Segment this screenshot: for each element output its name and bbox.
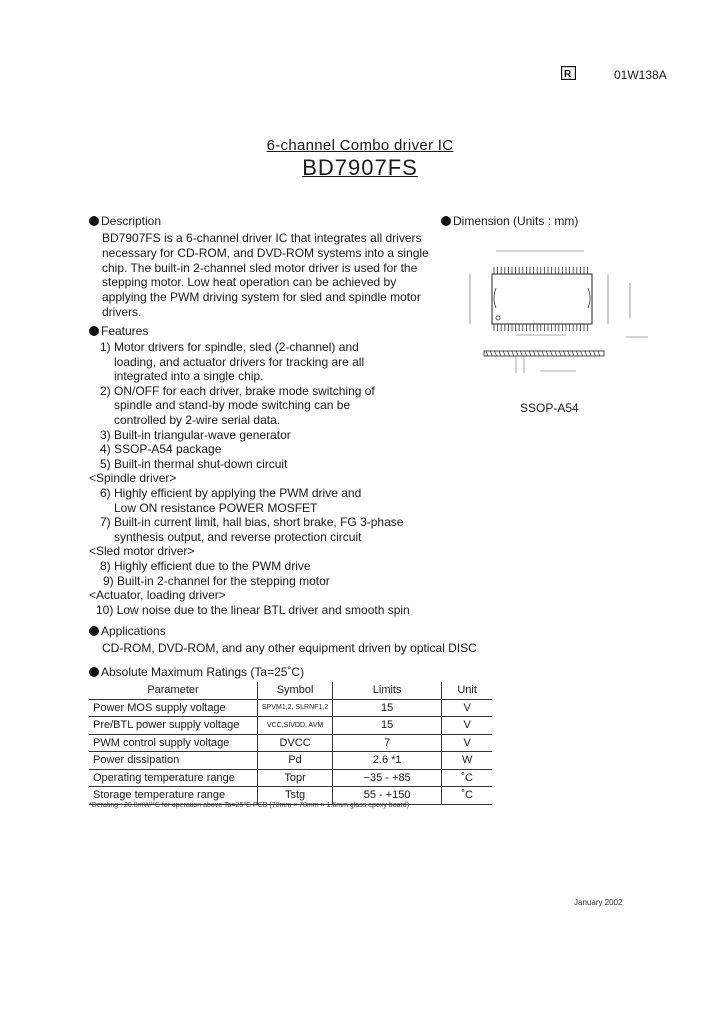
package-label: SSOP-A54 — [520, 401, 579, 415]
applications-heading: Applications — [89, 624, 166, 638]
side-pin-line — [486, 351, 488, 356]
cell-limits: 55 - +150 — [333, 787, 442, 805]
spindle-subheading: <Spindle driver> — [89, 471, 177, 485]
cell-unit: V — [442, 699, 493, 717]
list-item: 4) SSOP-A54 package — [100, 442, 222, 457]
actuator-subheading: <Actuator, loading driver> — [89, 588, 226, 602]
column-header: Unit — [442, 682, 493, 699]
bullet-icon — [89, 326, 99, 336]
features-list — [100, 340, 375, 471]
side-pin-line — [512, 351, 514, 356]
cell-symbol: Tstg — [258, 787, 333, 805]
cell-symbol: VCC,SIVDD, AVM — [258, 717, 333, 735]
list-item: 6) Highly efficient by applying the PWM drive and — [100, 486, 362, 500]
list-item: Low ON resistance POWER MOSFET — [114, 500, 318, 515]
bullet-icon — [89, 626, 99, 636]
cell-unit: ˚C — [442, 769, 493, 787]
applications-text: CD-ROM, DVD-ROM, and any other equipment driven by optical DISC — [102, 641, 477, 655]
column-header: Limits — [333, 682, 442, 699]
list-item: controlled by 2-wire serial data. — [114, 412, 281, 427]
side-pin-line — [495, 351, 497, 356]
side-pin-line — [585, 351, 587, 356]
side-pin-line — [559, 351, 561, 356]
side-pin-line — [508, 351, 510, 356]
table-row — [89, 734, 492, 752]
ratings-table — [89, 682, 492, 805]
side-pin-line — [533, 351, 535, 356]
table-header-row — [89, 682, 492, 699]
column-header: Symbol — [258, 682, 333, 699]
cell-unit: V — [442, 717, 493, 735]
side-pin-line — [529, 351, 531, 356]
bullet-icon — [441, 216, 451, 226]
side-pin-line — [516, 351, 518, 356]
table-row — [89, 699, 492, 717]
list-item: 8) Highly efficient due to the PWM drive — [100, 559, 311, 573]
dimension-heading: Dimension (Units : mm) — [441, 214, 578, 228]
ratings-footnote: *Derating : 20.8mW/°C for operation above Ta=25°C PCB (70mm × 70mm × 1.6mm glass epoxy board) — [89, 802, 410, 809]
side-pin-line — [499, 351, 501, 356]
svg-text:R: R — [564, 69, 572, 80]
cell-symbol: DVCC — [258, 734, 333, 752]
list-item: 10) Low noise due to the linear BTL driver and smooth spin — [96, 603, 410, 617]
side-pin-line — [525, 351, 527, 356]
list-item: 9) Built-in 2-channel for the stepping motor — [103, 573, 330, 588]
cell-symbol: Topr — [258, 769, 333, 787]
bullet-icon — [89, 216, 99, 226]
column-header: Parameter — [89, 682, 258, 699]
cell-limits: 15 — [333, 699, 442, 717]
footer-date: January 2002 — [574, 898, 623, 907]
side-pin-line — [572, 351, 574, 356]
part-number-title: BD7907FS — [302, 155, 418, 180]
list-item: 2) ON/OFF for each driver, brake mode switching of — [100, 383, 375, 398]
cell-parameter: Power MOS supply voltage — [89, 699, 258, 717]
spindle-list — [100, 486, 403, 544]
cell-limits: −35 - +85 — [333, 769, 442, 787]
cell-limits: 15 — [333, 717, 442, 735]
side-pin-line — [594, 351, 596, 356]
rohm-logo — [561, 66, 576, 80]
package-drawing — [456, 243, 666, 383]
cell-symbol: SPVM1,2, SLRNF1,2 — [258, 699, 333, 717]
side-pin-line — [538, 351, 540, 356]
actuator-list — [96, 603, 410, 618]
cell-parameter: Power dissipation — [89, 752, 258, 770]
bullet-icon — [89, 667, 99, 677]
cell-unit: ˚C — [442, 787, 493, 805]
side-pin-line — [598, 351, 600, 356]
list-item: 7) Built-in current limit, hall bias, short brake, FG 3-phase — [100, 515, 404, 530]
list-item: 3) Built-in triangular-wave generator — [100, 427, 291, 442]
document-number: 01W138A — [614, 68, 667, 82]
description-heading: Description — [89, 214, 161, 228]
cell-parameter: PWM control supply voltage — [89, 734, 258, 752]
side-pin-line — [546, 351, 548, 356]
subtitle: 6-channel Combo driver IC — [266, 137, 454, 154]
side-pin-line — [520, 351, 522, 356]
cell-limits: 2.6 *1 — [333, 752, 442, 770]
side-pin-line — [568, 351, 570, 356]
cell-limits: 7 — [333, 734, 442, 752]
cell-parameter: Operating temperature range — [89, 769, 258, 787]
description-text: BD7907FS is a 6-channel driver IC that integrates all drivers necessary for CD-ROM, and DVD-ROM systems into a single chip. The built-in 2-channel sled motor driver is used for the stepping motor. Low heat operation can be achieved by applying the PWM driving system for sled and spindle motor drivers. — [102, 231, 429, 319]
sled-subheading: <Sled motor driver> — [89, 544, 195, 558]
cell-symbol: Pd — [258, 752, 333, 770]
ratings-heading: Absolute Maximum Ratings (Ta=25˚C) — [89, 665, 304, 679]
cell-unit: W — [442, 752, 493, 770]
cell-parameter: Pre/BTL power supply voltage — [89, 717, 258, 735]
side-pin-line — [563, 351, 565, 356]
features-heading: Features — [89, 324, 148, 338]
list-item: 5) Built-in thermal shut-down circuit — [100, 456, 288, 471]
table-row — [89, 769, 492, 787]
side-pin-line — [576, 351, 578, 356]
cell-unit: V — [442, 734, 493, 752]
list-item: integrated into a single chip. — [114, 369, 264, 384]
side-pin-line — [542, 351, 544, 356]
side-pin-line — [555, 351, 557, 356]
side-pin-line — [490, 351, 492, 356]
side-pin-line — [551, 351, 553, 356]
cell-parameter: Storage temperature range — [89, 787, 258, 805]
side-pin-line — [581, 351, 583, 356]
list-item: 1) Motor drivers for spindle, sled (2-channel) and — [100, 340, 359, 354]
side-pin-line — [503, 351, 505, 356]
list-item: synthesis output, and reverse protection circuit — [114, 529, 362, 544]
table-row — [89, 752, 492, 770]
table-row — [89, 717, 492, 735]
list-item: spindle and stand-by mode switching can be — [114, 398, 351, 413]
list-item: loading, and actuator drivers for tracking are all — [114, 354, 365, 369]
side-pin-line — [589, 351, 591, 356]
sled-list — [100, 559, 330, 588]
